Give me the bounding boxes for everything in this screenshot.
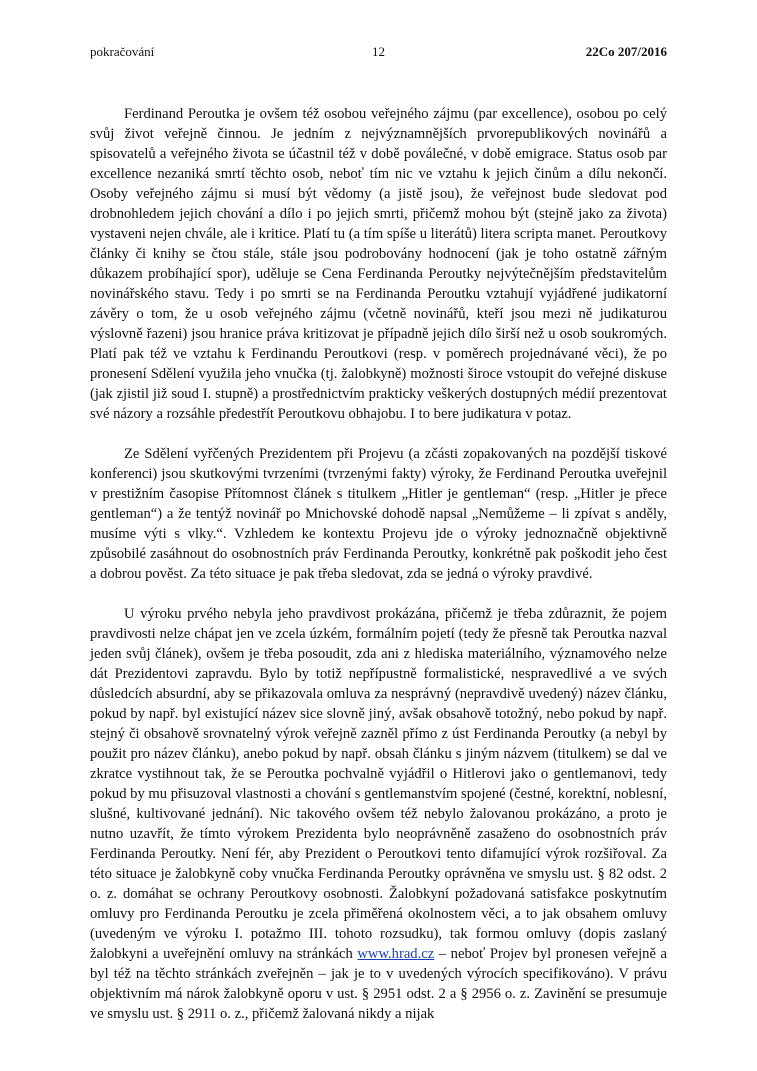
paragraph-text-after-link: – neboť Projev byl pronesen veřejně a byl též na těchto stránkách zveřejněn – jak je to v uvedených výrocích specifikováno). V právu objektivním má nárok žalobkyně oporu v ust. § 2951 odst. 2 a § 2956 o. z. Zavinění se presumuje ve smyslu ust. § 2911 o. z., přičemž žalovaná nikdy a nijak <box>90 946 667 1022</box>
continuation-label: pokračování <box>90 44 155 59</box>
case-number: 22Co 207/2016 <box>585 44 667 59</box>
paragraph-text-before-link: U výroku prvého nebyla jeho pravdivost prokázána, přičemž je třeba zdůraznit, že pojem pravdivosti nelze chápat jen ve zcela úzkém, formálním pojetí (tedy že přesně tak Peroutka nazval jeden svůj článek), ovšem je třeba posoudit, zda ani z hlediska materiálního, významového nelze dát Prezidentovi zapravdu. Bylo by totiž nepřípustně formalistické, nespravedlivé a ve svých důsledcích absurdní, aby se přikazovala omluva za nesprávný (nepravdivě uvedený) název článku, pokud by např. byl existující název sice slovně jiný, avšak obsahově totožný, nebo pokud by např. stejný či obsahově srovnatelný výrok veřejně zazněl přímo z úst Ferdinanda Peroutky (a nebyl by použit pro název článku), anebo pokud by např. obsah článku s jiným názvem (titulkem) se dal ve zkratce vystihnout tak, že se Peroutka pochvalně vyjádřil o Hitlerovi jako o gentlemanovi, tedy pokud by mu přisuzoval vlastnosti a chování s gentlemanstvím spojené (čestné, korektní, noblesní, slušné, kultivované jednání). Nic takového ovšem též nebylo žalovanou prokázáno, a proto je nutno uzavřít, že tímto výrokem Prezidenta bylo neoprávněně zasaženo do osobnostních práv Ferdinanda Peroutky. Není fér, aby Prezident o Peroutkovi tento difamující výrok rozšiřoval. Za této situace je žalobkyně coby vnučka Ferdinanda Peroutky oprávněna ve smyslu ust. § 82 odst. 2 o. z. domáhat se ochrany Peroutkovy osobnosti. Žalobkyní požadovaná satisfakce poskytnutím omluvy pro Ferdinanda Peroutku je zcela přiměřená okolnostem věci, a to jak obsahem omluvy (uvedeným ve výroku I. potažmo III. tohoto rozsudku), tak formou omluvy (dopis zaslaný žalobkyni a uveřejnění omluvy na stránkách <box>90 606 667 962</box>
hrad-website-link[interactable]: www.hrad.cz <box>357 946 435 962</box>
paragraph-truthfulness <box>90 604 667 1024</box>
page-number: 12 <box>372 44 385 59</box>
document-body <box>90 104 667 1044</box>
paragraph-statements: Ze Sdělení vyřčených Prezidentem při Projevu (a zčásti zopakovaných na pozdější tiskové konferenci) jsou skutkovými tvrzeními (tvrzenými fakty) výroky, že Ferdinand Peroutka uveřejnil v prestižním časopise Přítomnost článek s titulkem „Hitler je gentleman“ (resp. „Hitler je přece gentleman“) a že tentýž novinář po Mnichovské dohodě napsal „Nemůžeme – li zpívat s anděly, musíme výti s vlky.“. Vzhledem ke kontextu Projevu jde o výroky jednoznačně objektivně způsobilé zasáhnout do osobnostních práv Ferdinanda Peroutky, konkrétně pak poškodit jeho čest a dobrou pověst. Za této situace je pak třeba sledovat, zda se jedná o výroky pravdivé. <box>90 446 667 582</box>
page-header <box>90 44 667 64</box>
paragraph-public-figure: Ferdinand Peroutka je ovšem též osobou veřejného zájmu (par excellence), osobou po celý svůj život veřejně činnou. Je jedním z nejvýznamnějších prvorepublikových novinářů a spisovatelů a veřejného života se účastnil též v době poválečné, v době emigrace. Status osob par excellence nezaniká smrtí těchto osob, neboť tím nic ve vztahu k jejich činům a dílu nekončí. Osoby veřejného zájmu si musí být vědomy (a jistě jsou), že veřejnost bude sledovat pod drobnohledem jejich chování a dílo i po jejich smrti, přičemž mohou být (stejně jako za života) vystaveni nejen chvále, ale i kritice. Platí tu (a tím spíše u literátů) litera scripta manet. Peroutkovy články či knihy se čtou stále, stále jsou podrobovány hodnocení (jak je toho ostatně zářným důkazem probíhající spor), uděluje se Cena Ferdinanda Peroutky nejvýtečnějším představitelům novinářského stavu. Tedy i po smrti se na Ferdinanda Peroutku vztahují vyjádřené judikatorní závěry o tom, že u osob veřejného zájmu (včetně novinářů, kteří jsou mezi ně judikaturou výslovně řazeni) jsou hranice práva kritizovat je případně jejich dílo širší než u osob soukromých. Platí pak též ve vztahu k Ferdinandu Peroutkovi (resp. v poměrech projednávané věci), že po pronesení Sdělení využila jeho vnučka (tj. žalobkyně) možnosti široce vstoupit do veřejné diskuse (jak zjistil již soud I. stupně) a prostřednictvím prakticky veškerých dostupných médií prezentovat své názory a rozsáhle předestřít Peroutkovu obhajobu. I to bere judikatura v potaz. <box>90 106 667 422</box>
